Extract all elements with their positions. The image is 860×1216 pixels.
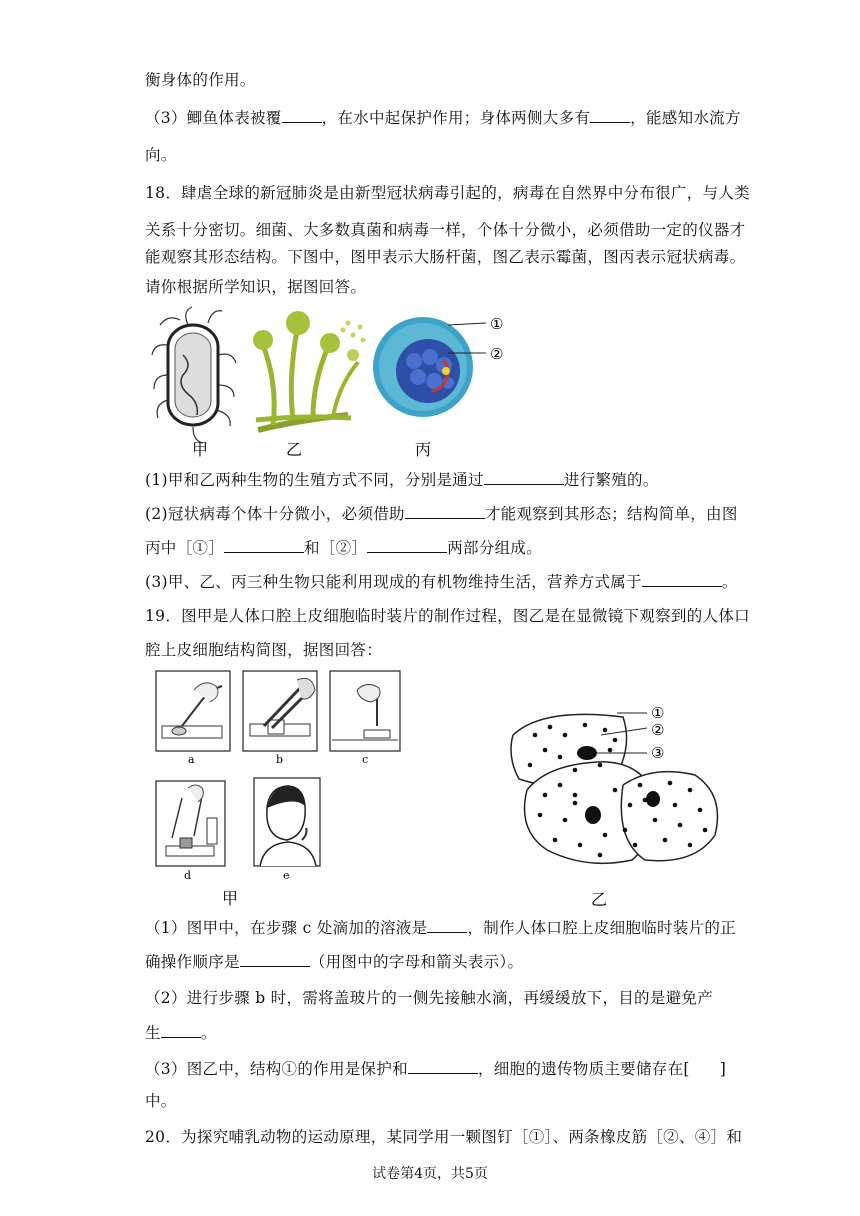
answer-blank[interactable] (224, 538, 304, 553)
text-line: 向。 (145, 146, 177, 164)
text-segment: 生 (145, 1024, 161, 1042)
step-c-label: c (362, 753, 369, 766)
answer-blank[interactable] (240, 952, 310, 967)
text-segment: ，制作人体口腔上皮细胞临时装片的正 (467, 919, 737, 937)
step-a-label: a (188, 753, 195, 766)
page-footer: 试卷第4页，共5页 (372, 1166, 488, 1182)
text-line: 衡身体的作用。 (145, 71, 256, 89)
text-segment: ，细胞的遗传物质主要储存在[ (477, 1060, 690, 1078)
step-b-label: b (276, 753, 284, 766)
text-segment: （用图中的字母和箭头表示）。 (309, 953, 524, 971)
text-segment: 才能观察到其形态；结构简单，由图 (484, 505, 738, 523)
text-segment: 进行繁殖的。 (563, 471, 659, 489)
step-b-panel (243, 671, 317, 751)
text-segment: ，能感知水流方 (630, 109, 741, 127)
text-segment: ，在水中起保护作用；身体两侧大多有 (321, 109, 591, 127)
question-18-2-cont (145, 536, 542, 558)
text-segment: ] (719, 1060, 727, 1078)
figure-19-procedure (152, 668, 407, 910)
step-e-panel (254, 778, 320, 866)
cell-label-2: ② (651, 721, 665, 739)
answer-blank[interactable] (642, 572, 722, 587)
caption-yi: 乙 (286, 440, 303, 459)
figure-18-organisms (148, 305, 528, 463)
text-line: 关系十分密切。细菌、大多数真菌和病毒一样，个体十分微小，必须借助一定的仪器才 (145, 221, 746, 239)
text-line: 请你根据所学知识，据图回答。 (145, 278, 367, 296)
answer-blank[interactable] (161, 1023, 201, 1038)
text-segment: (1)甲和乙两种生物的生殖方式不同，分别是通过 (145, 471, 484, 489)
text-line: 能观察其形态结构。下图中，图甲表示大肠杆菌，图乙表示霉菌，图丙表示冠状病毒。 (145, 248, 746, 266)
text-line: 中。 (145, 1092, 177, 1110)
question-18-1 (145, 468, 659, 490)
mold-illustration (253, 311, 366, 430)
text-segment: 。 (200, 1024, 217, 1042)
question-19-3 (145, 1057, 726, 1079)
answer-blank[interactable] (484, 470, 564, 485)
question-19-2: （2）进行步骤 b 时，需将盖玻片的一侧先接触水滴，再缓缓放下，目的是避免产 (145, 989, 714, 1007)
label-2: ② (490, 345, 504, 363)
step-a-panel (156, 671, 230, 751)
e-coli-illustration (152, 307, 236, 443)
answer-blank[interactable] (282, 108, 322, 123)
step-d-panel (156, 781, 225, 866)
caption-jia: 甲 (192, 440, 209, 459)
step-e-label: e (283, 869, 290, 882)
answer-blank[interactable] (408, 1059, 478, 1074)
question-18-2 (145, 502, 738, 524)
coronavirus-illustration (373, 317, 486, 417)
text-segment: (3)甲、乙、丙三种生物只能利用现成的有机物维持生活，营养方式属于 (145, 573, 642, 591)
step-c-panel (330, 671, 400, 751)
question-19-1-cont (145, 950, 523, 972)
question-19-2-cont (145, 1021, 217, 1043)
cell-label-1: ① (651, 704, 665, 722)
question-19-stem: 19．图甲是人体口腔上皮细胞临时装片的制作过程，图乙是在显微镜下观察到的人体口 (145, 607, 750, 625)
answer-blank[interactable] (590, 108, 630, 123)
question-20-stem: 20．为探究哺乳动物的运动原理，某同学用一颗图钉［①］、两条橡皮筋［②、④］和 (145, 1128, 743, 1146)
text-segment: （3）鲫鱼体表被覆 (145, 109, 282, 127)
label-1: ① (490, 315, 504, 333)
text-segment: 确操作顺序是 (145, 953, 240, 971)
caption-bing: 丙 (415, 440, 432, 459)
cell-label-3: ③ (651, 744, 665, 762)
question-18-3 (145, 570, 738, 592)
question-19-1 (145, 916, 736, 938)
question-18-stem: 18．肆虐全球的新冠肺炎是由新型冠状病毒引起的，病毒在自然界中分布很广，与人类 (145, 184, 750, 202)
question-17-3 (145, 106, 741, 128)
answer-blank[interactable] (405, 504, 485, 519)
text-segment: 和［②］ (304, 539, 368, 557)
step-d-label: d (184, 869, 192, 882)
text-segment: （1）图甲中，在步骤 c 处滴加的溶液是 (145, 919, 428, 937)
answer-blank[interactable] (427, 918, 467, 933)
text-line: 腔上皮细胞结构简图，据图回答： (145, 641, 383, 659)
figure-19-cheek-cells (505, 695, 730, 910)
text-segment: 。 (721, 573, 738, 591)
caption-jia: 甲 (222, 889, 239, 908)
text-segment: 两部分组成。 (447, 539, 543, 557)
text-segment: （3）图乙中，结构①的作用是保护和 (145, 1060, 408, 1078)
caption-yi: 乙 (591, 890, 608, 909)
text-segment: (2)冠状病毒个体十分微小，必须借助 (145, 505, 405, 523)
text-segment: 丙中［①］ (145, 539, 225, 557)
answer-blank[interactable] (367, 538, 447, 553)
